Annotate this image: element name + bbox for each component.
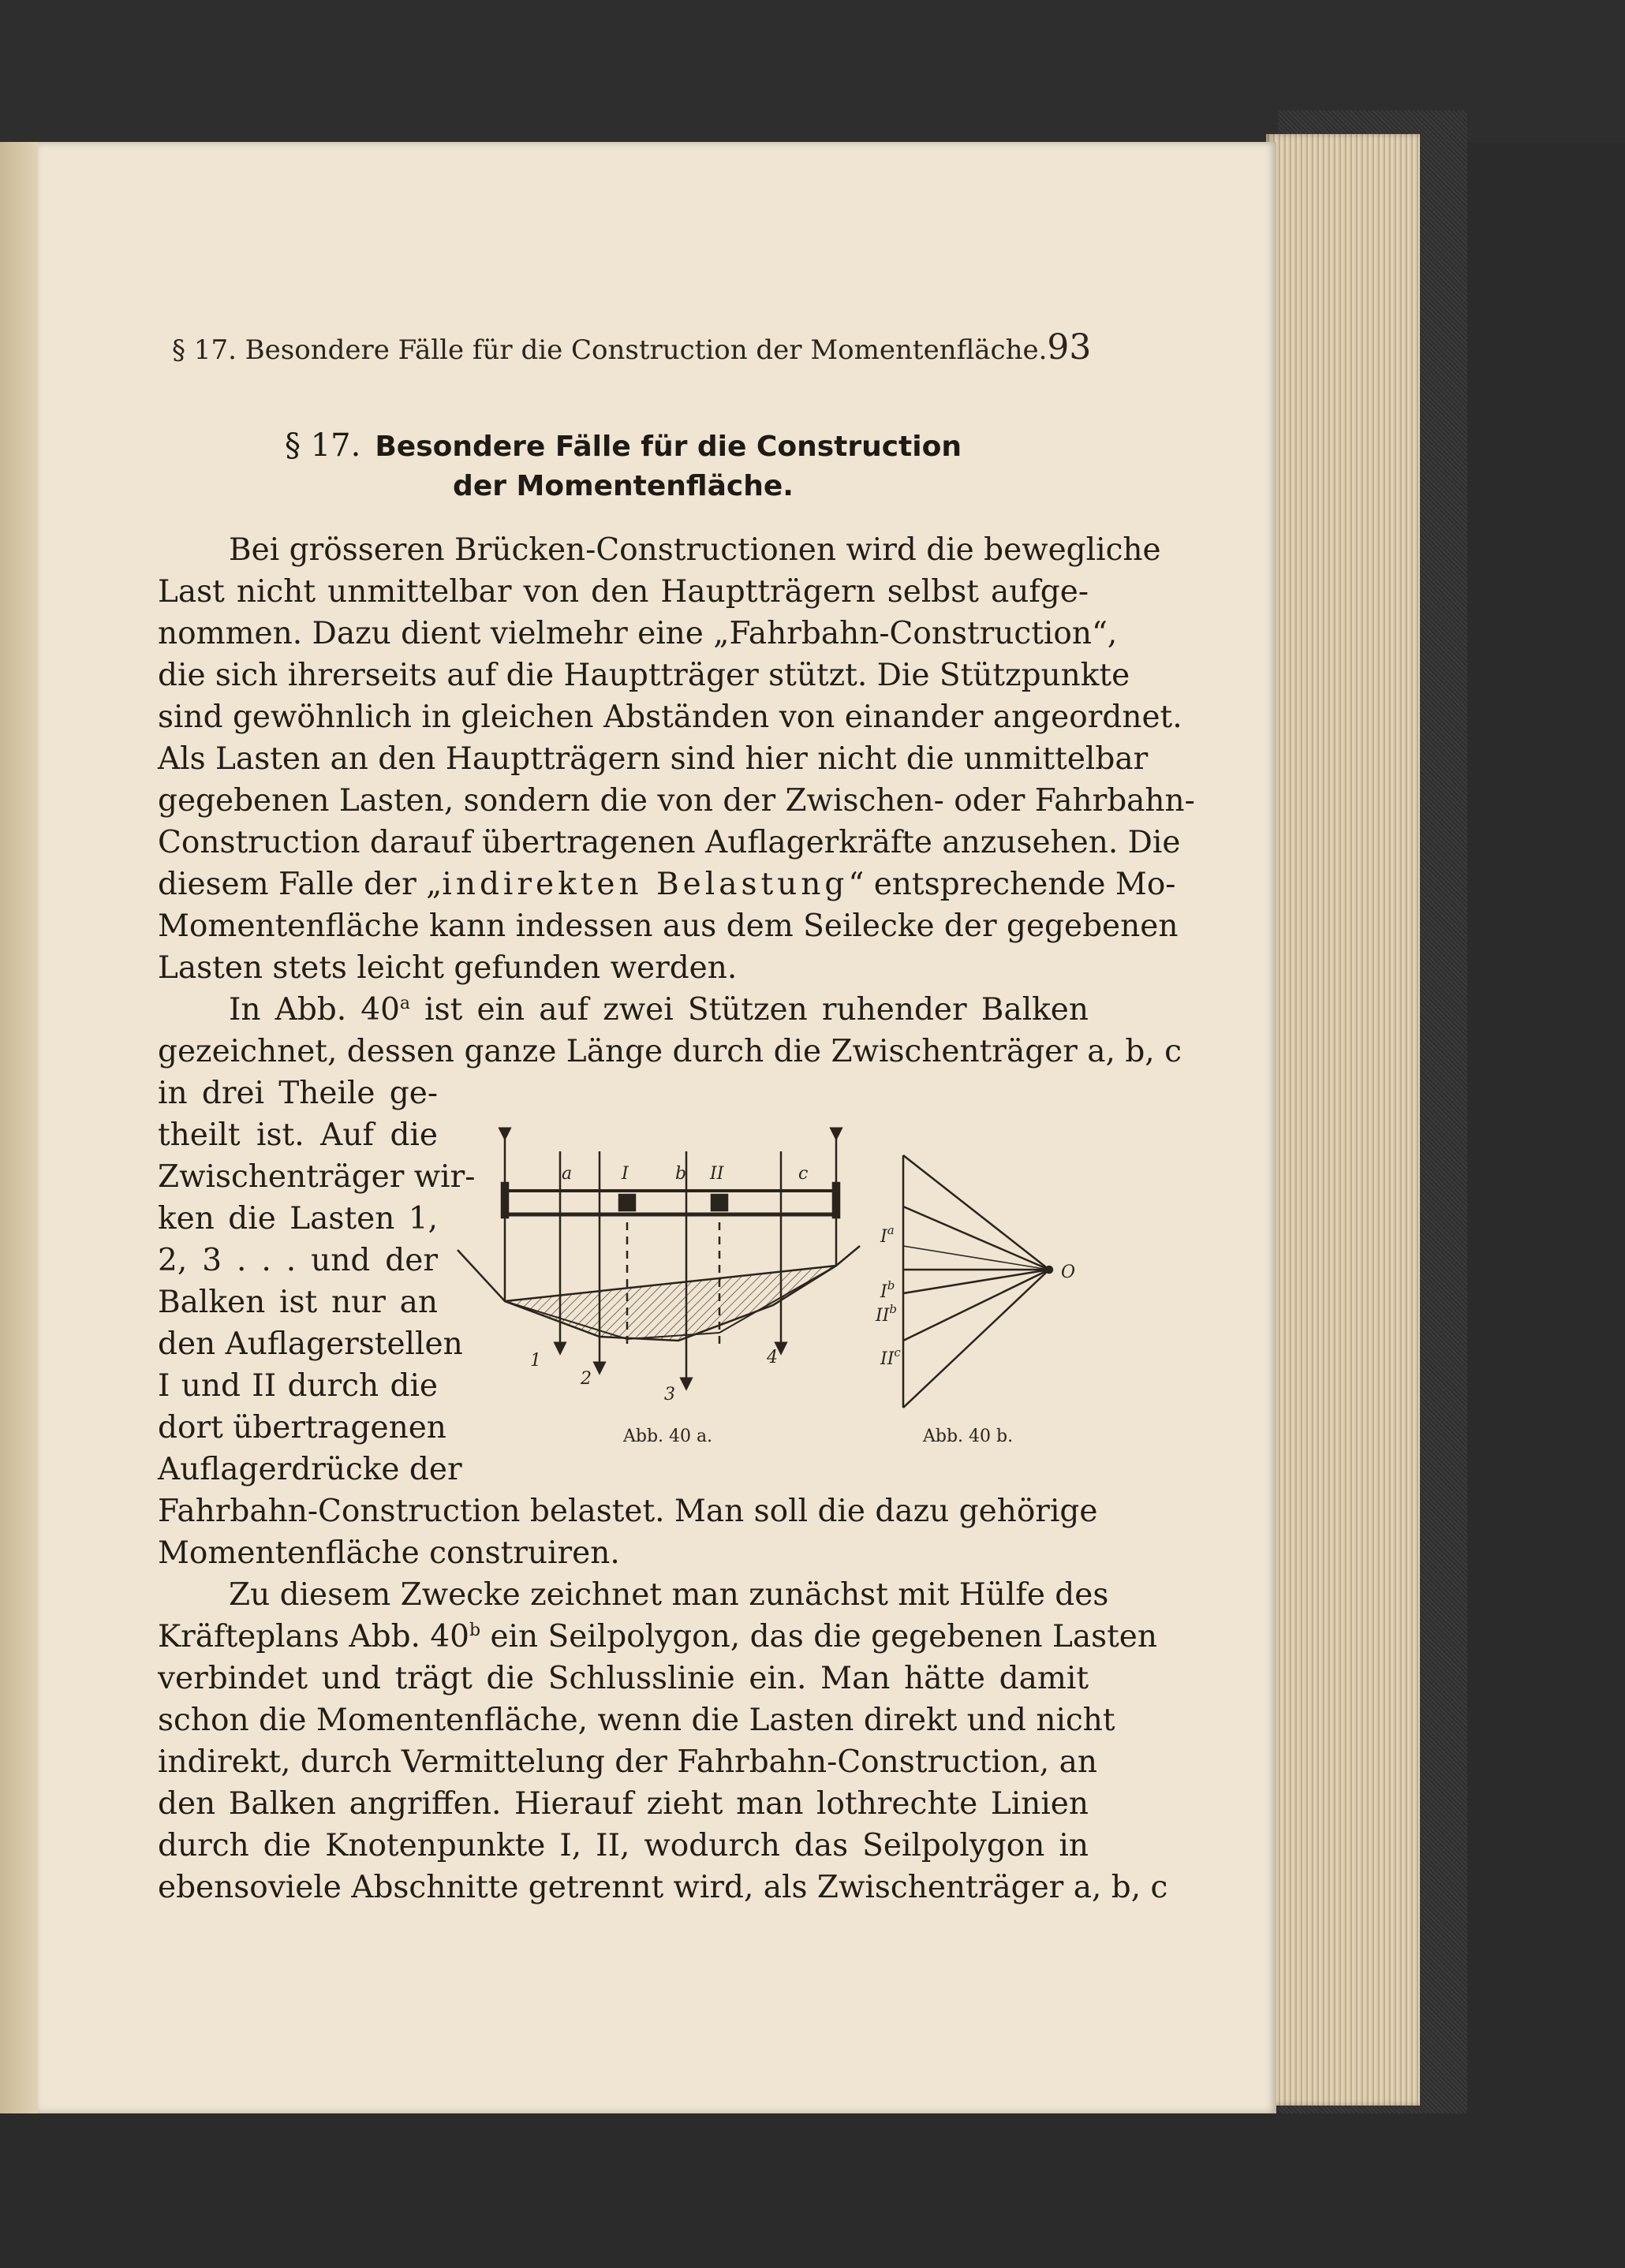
text-line: Fahrbahn-Construction belastet. Man soll die dazu gehörige	[158, 1494, 1098, 1529]
load-label-4: 4	[767, 1348, 778, 1367]
load-label-1: 1	[530, 1351, 541, 1371]
label-I-b: $I^b$	[880, 1278, 895, 1302]
text-line: die sich ihrerseits auf die Hauptträger stützt. Die Stützpunkte	[158, 658, 1130, 693]
text-line: in drei Theile ge-	[158, 1076, 438, 1111]
text-line: Construction darauf übertragenen Auflagerkräfte anzusehen. Die	[158, 825, 1181, 860]
text-line: theilt ist. Auf die	[158, 1117, 438, 1153]
text-line: den Auflagerstellen	[158, 1326, 463, 1362]
text-fragment: ein Seilpolygon, das die gegebenen Lasten	[480, 1619, 1157, 1654]
label-a: a	[562, 1164, 573, 1184]
load-label-3: 3	[664, 1385, 675, 1404]
text-line: 2, 3 . . . und der	[158, 1243, 438, 1278]
text-line: Zwischenträger wir-	[158, 1159, 476, 1195]
text-line: ebensoviele Abschnitte getrennt wird, als Zwischenträger a, b, c	[158, 1870, 1168, 1905]
label-II: II	[710, 1164, 724, 1184]
text-line: Als Lasten an den Hauptträgern sind hier nicht die unmittelbar	[158, 741, 1149, 777]
running-head-text: § 17. Besondere Fälle für die Construction der Momentenfläche.	[172, 334, 1048, 366]
text-line: gegebenen Lasten, sondern die von der Zwischen- oder Fahrbahn-	[158, 783, 1195, 819]
spaced-emphasis: indirekten Belastung	[442, 867, 849, 902]
text-line: Last nicht unmittelbar von den Hauptträgern selbst aufge-	[158, 574, 1089, 610]
text-line: gezeichnet, dessen ganze Länge durch die Zwischenträger a, b, c	[158, 1034, 1182, 1069]
moment-area	[505, 1266, 836, 1341]
cross-girder-II	[712, 1195, 727, 1210]
text-fragment: In Abb. 40	[229, 992, 400, 1028]
closing-ray	[903, 1246, 1049, 1270]
label-O: O	[1061, 1263, 1076, 1282]
superscript: a	[399, 994, 411, 1013]
pole-point	[1046, 1266, 1052, 1273]
text-line: Zu diesem Zwecke zeichnet man zunächst mit Hülfe des	[229, 1577, 1109, 1613]
label-b: b	[675, 1164, 687, 1184]
text-line: verbindet und trägt die Schlusslinie ein. Man hätte damit	[158, 1661, 1089, 1696]
figures	[442, 1112, 1089, 1459]
caption-40a: Abb. 40 a.	[623, 1427, 713, 1446]
text-line: schon die Momentenfläche, wenn die Lasten direkt und nicht	[158, 1703, 1115, 1738]
figure-40b	[903, 1155, 1052, 1408]
text-line: dort übertragenen	[158, 1410, 446, 1445]
label-I: I	[622, 1164, 629, 1184]
load-label-2: 2	[581, 1369, 592, 1389]
text-line: indirekt, durch Vermittelung der Fahrbahn-Construction, an	[158, 1744, 1097, 1780]
text-fragment: ist ein auf zwei Stützen ruhender Balken	[410, 992, 1089, 1028]
ray-1	[903, 1207, 1049, 1270]
text-fragment: Kräfteplans Abb. 40	[158, 1619, 469, 1654]
text-line	[158, 1617, 1157, 1658]
caption-40b: Abb. 40 b.	[923, 1427, 1014, 1446]
text-fragment: “ entsprechende Mo-	[848, 867, 1176, 902]
text-line: den Balken angriffen. Hierauf zieht man lothrechte Linien	[158, 1786, 1089, 1822]
text-line: Momentenfläche construiren.	[158, 1535, 620, 1571]
text-line: Auflagerdrücke der	[158, 1452, 462, 1487]
text-line: Balken ist nur an	[158, 1285, 438, 1320]
text-line: ken die Lasten 1,	[158, 1201, 438, 1237]
ray-4	[903, 1270, 1049, 1341]
text-line	[158, 864, 1176, 905]
label-I-a: $I^a$	[880, 1223, 895, 1247]
text-line: I und II durch die	[158, 1368, 438, 1404]
text-fragment: diesem Falle der „	[158, 867, 443, 902]
section-title-line2: der Momentenfläche.	[453, 470, 794, 502]
label-II-b: $II^b$	[876, 1302, 897, 1326]
text-line	[229, 990, 1089, 1031]
section-title-line1: Besondere Fälle für die Construction	[375, 431, 962, 463]
text-line: durch die Knotenpunkte I, II, wodurch das Seilpolygon in	[158, 1828, 1089, 1863]
page-edges	[1266, 134, 1420, 2106]
ray-top	[903, 1155, 1049, 1270]
page-number: 93	[1047, 327, 1092, 367]
text-line: Bei grösseren Brücken-Constructionen wird die bewegliche	[229, 532, 1161, 568]
cross-girder-I	[619, 1195, 635, 1210]
figure-40b-labels	[875, 1223, 1075, 1446]
text-line: sind gewöhnlich in gleichen Abständen von einander angeordnet.	[158, 699, 1182, 735]
running-head	[172, 327, 1092, 367]
section-number: § 17.	[285, 427, 361, 464]
text-line: Momentenfläche kann indessen aus dem Seilecke der gegebenen	[158, 908, 1179, 944]
label-c: c	[798, 1164, 809, 1184]
text-line: nommen. Dazu dient vielmehr eine „Fahrbahn-Construction“,	[158, 616, 1118, 651]
text-line: Lasten stets leicht gefunden werden.	[158, 950, 738, 986]
label-II-c: $II^c$	[880, 1345, 901, 1369]
superscript: b	[469, 1621, 481, 1640]
section-title	[158, 426, 1089, 506]
